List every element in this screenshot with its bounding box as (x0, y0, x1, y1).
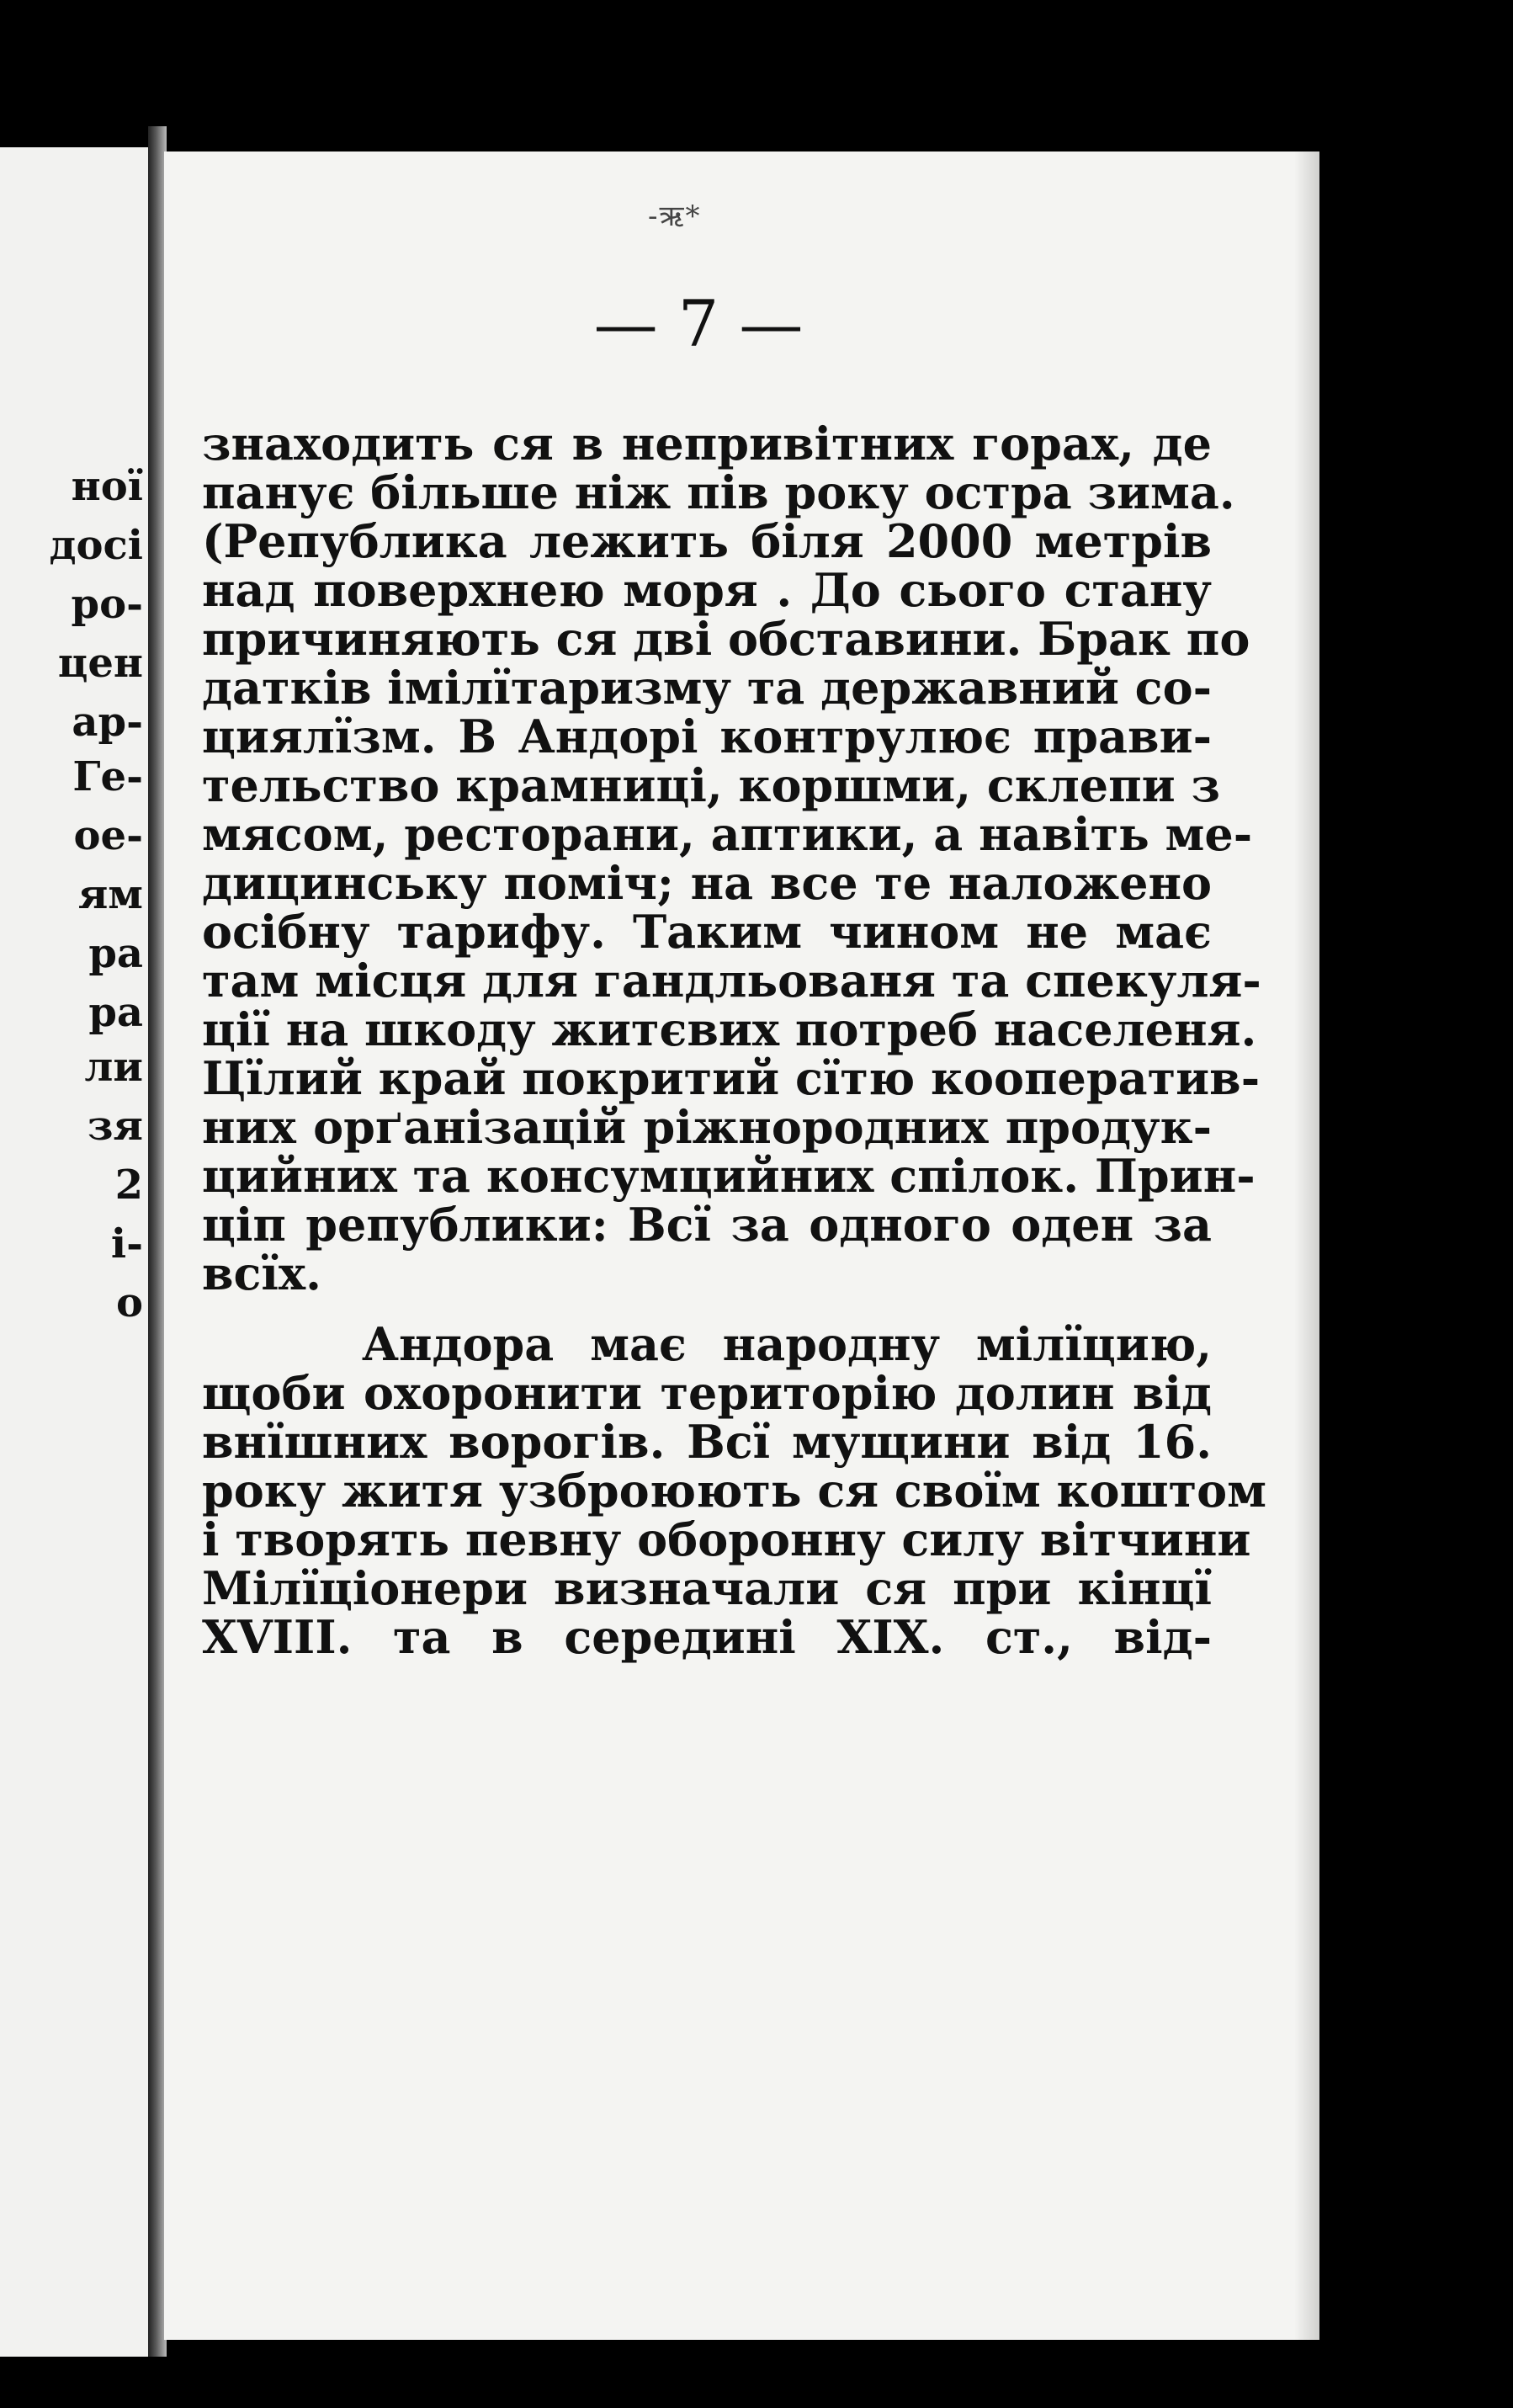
facing-page-text (0, 147, 150, 2386)
facing-page-line: ли (84, 1044, 143, 1091)
text-line: осібну тарифу. Таким чином не має (202, 905, 1212, 959)
text-line: ції на шкоду житєвих потреб населеня. (202, 1002, 1257, 1056)
facing-page-fragment (0, 147, 150, 2386)
facing-page-line: цен (57, 640, 143, 687)
facing-page-line: ної (71, 463, 143, 510)
text-line: датків імілїтаризму та державний со- (202, 661, 1212, 715)
text-line: щоби охоронити територію долин від (202, 1366, 1212, 1420)
facing-page-line: ра (88, 989, 143, 1036)
text-line: дицинську поміч; на все те наложено (202, 856, 1212, 910)
text-line: Андора має народну мілїцию, (362, 1317, 1212, 1371)
text-line: (Република лежить біля 2000 метрів (202, 514, 1212, 568)
text-line: них орґанізацій ріжнородних продук- (202, 1100, 1212, 1154)
facing-page-line: Ге- (72, 753, 143, 800)
facing-page-line: 2 (114, 1161, 143, 1209)
body-text (202, 417, 1266, 1664)
page-edge-shadow (1294, 151, 1319, 2340)
text-line: мясом, ресторани, аптики, а навіть ме- (202, 807, 1253, 861)
text-line: панує більше ніж пів року остра зима. (202, 465, 1235, 519)
facing-page-line: ям (77, 871, 143, 918)
text-line: знаходить ся в непривітних горах, де (202, 417, 1212, 470)
text-line: XVIII. та в середині XIX. ст., від- (202, 1610, 1212, 1664)
text-line: ціп републики: Всї за одного оден за (202, 1198, 1212, 1252)
facing-page-line: ра (88, 930, 143, 977)
text-line: причиняють ся дві обставини. Брак по (202, 612, 1250, 666)
text-line: тельство крамниці, коршми, склепи з (202, 758, 1220, 812)
page-ornament: -ऋ* (648, 199, 702, 233)
text-line: циялїзм. В Андорі контрулює прави- (202, 710, 1212, 763)
text-line: всїх. (202, 1247, 321, 1300)
scan-top-border (0, 0, 1513, 150)
scan-bottom-border (0, 2357, 1513, 2408)
facing-page-line: ро- (71, 581, 143, 628)
facing-page-line: ое- (73, 812, 143, 859)
facing-page-line: о (115, 1279, 143, 1326)
facing-page-line: зя (87, 1103, 143, 1150)
scan-right-border (1319, 0, 1513, 2408)
text-line: внїшних ворогів. Всї мущини від 16. (202, 1415, 1212, 1469)
text-line: і творять певну оборонну силу вітчини (202, 1512, 1251, 1566)
page-number: — 7 — (593, 286, 804, 361)
facing-page-line: і- (110, 1220, 143, 1268)
facing-page-line: ар- (72, 699, 143, 746)
text-line: над поверхнею моря . До сього стану (202, 563, 1212, 617)
text-line: Цїлий край покритий сїтю кооператив- (202, 1051, 1261, 1105)
facing-page-line: досі (49, 522, 143, 569)
text-line: Мілїціонери визначали ся при кінцї (202, 1561, 1212, 1615)
text-line: там місця для гандльованя та спекуля- (202, 954, 1261, 1007)
text-line: цийних та консумцийних спілок. Прин- (202, 1149, 1256, 1203)
text-line: року житя узброюють ся своїм коштом (202, 1464, 1266, 1518)
